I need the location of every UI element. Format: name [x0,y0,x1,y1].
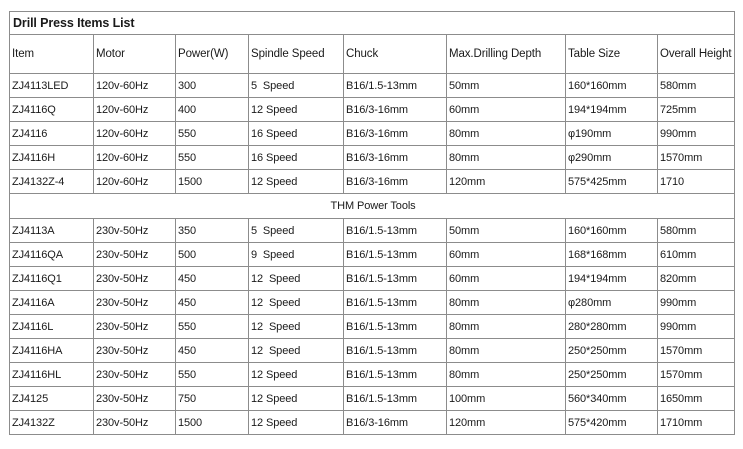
cell-motor: 120v-60Hz [94,98,176,122]
cell-motor: 230v-50Hz [94,243,176,267]
cell-motor: 120v-60Hz [94,146,176,170]
cell-item: ZJ4116H [10,146,94,170]
cell-chuck: B16/3-16mm [344,98,447,122]
cell-spindle-speed: 12 Speed [249,315,344,339]
cell-item: ZJ4132Z [10,411,94,435]
cell-overall-height: 1710mm [658,411,735,435]
cell-table-size: φ190mm [566,122,658,146]
header-spindle-speed: Spindle Speed [249,35,344,74]
cell-overall-height: 820mm [658,267,735,291]
cell-overall-height: 1570mm [658,339,735,363]
cell-overall-height: 610mm [658,243,735,267]
cell-power: 350 [176,219,249,243]
cell-table-size: 280*280mm [566,315,658,339]
table-row [10,122,735,146]
cell-motor: 120v-60Hz [94,170,176,194]
cell-max-drilling-depth: 60mm [447,267,566,291]
table-title: Drill Press Items List [10,12,735,35]
cell-power: 1500 [176,411,249,435]
cell-motor: 230v-50Hz [94,315,176,339]
cell-spindle-speed: 12 Speed [249,98,344,122]
header-power: Power(W) [176,35,249,74]
cell-chuck: B16/1.5-13mm [344,267,447,291]
cell-power: 550 [176,146,249,170]
cell-item: ZJ4116Q [10,98,94,122]
title-row [10,12,735,35]
cell-table-size: 194*194mm [566,267,658,291]
cell-chuck: B16/3-16mm [344,170,447,194]
cell-max-drilling-depth: 100mm [447,387,566,411]
cell-max-drilling-depth: 120mm [447,411,566,435]
header-overall-height: Overall Height [658,35,735,74]
cell-chuck: B16/3-16mm [344,411,447,435]
cell-power: 450 [176,267,249,291]
cell-spindle-speed: 5 Speed [249,74,344,98]
cell-motor: 120v-60Hz [94,122,176,146]
cell-item: ZJ4125 [10,387,94,411]
cell-chuck: B16/1.5-13mm [344,219,447,243]
cell-table-size: 194*194mm [566,98,658,122]
table-row [10,243,735,267]
cell-max-drilling-depth: 80mm [447,146,566,170]
cell-max-drilling-depth: 80mm [447,291,566,315]
table-row [10,363,735,387]
cell-power: 750 [176,387,249,411]
cell-chuck: B16/1.5-13mm [344,74,447,98]
cell-item: ZJ4116HL [10,363,94,387]
cell-spindle-speed: 12 Speed [249,291,344,315]
cell-motor: 230v-50Hz [94,267,176,291]
cell-overall-height: 1570mm [658,363,735,387]
cell-overall-height: 580mm [658,74,735,98]
cell-max-drilling-depth: 50mm [447,219,566,243]
table-row [10,98,735,122]
cell-chuck: B16/3-16mm [344,122,447,146]
cell-max-drilling-depth: 120mm [447,170,566,194]
cell-table-size: φ290mm [566,146,658,170]
cell-power: 450 [176,291,249,315]
cell-spindle-speed: 16 Speed [249,122,344,146]
cell-max-drilling-depth: 60mm [447,98,566,122]
cell-item: ZJ4116QA [10,243,94,267]
table-row [10,291,735,315]
table-row [10,219,735,243]
cell-item: ZJ4116L [10,315,94,339]
table-row [10,315,735,339]
cell-spindle-speed: 12 Speed [249,170,344,194]
table-row [10,267,735,291]
table-row [10,387,735,411]
cell-spindle-speed: 12 Speed [249,387,344,411]
cell-chuck: B16/1.5-13mm [344,339,447,363]
cell-power: 550 [176,363,249,387]
cell-max-drilling-depth: 80mm [447,315,566,339]
cell-overall-height: 725mm [658,98,735,122]
cell-motor: 120v-60Hz [94,74,176,98]
cell-power: 500 [176,243,249,267]
header-row [10,35,735,74]
cell-overall-height: 580mm [658,219,735,243]
cell-chuck: B16/3-16mm [344,146,447,170]
cell-motor: 230v-50Hz [94,387,176,411]
cell-max-drilling-depth: 60mm [447,243,566,267]
cell-power: 400 [176,98,249,122]
cell-spindle-speed: 12 Speed [249,411,344,435]
cell-spindle-speed: 16 Speed [249,146,344,170]
cell-item: ZJ4116Q1 [10,267,94,291]
cell-item: ZJ4113LED [10,74,94,98]
cell-table-size: 250*250mm [566,339,658,363]
cell-motor: 230v-50Hz [94,291,176,315]
cell-item: ZJ4116 [10,122,94,146]
cell-max-drilling-depth: 80mm [447,363,566,387]
cell-chuck: B16/1.5-13mm [344,387,447,411]
cell-motor: 230v-50Hz [94,411,176,435]
header-item: Item [10,35,94,74]
cell-power: 550 [176,122,249,146]
header-max-drilling-depth: Max.Drilling Depth [447,35,566,74]
cell-overall-height: 990mm [658,315,735,339]
section-label: THM Power Tools [10,194,735,219]
cell-power: 550 [176,315,249,339]
drill-press-table-container [9,11,734,435]
cell-power: 300 [176,74,249,98]
table-row [10,411,735,435]
cell-overall-height: 990mm [658,291,735,315]
cell-item: ZJ4116A [10,291,94,315]
cell-motor: 230v-50Hz [94,339,176,363]
drill-press-items-table [9,11,735,435]
header-table-size: Table Size [566,35,658,74]
cell-overall-height: 1570mm [658,146,735,170]
cell-table-size: 575*425mm [566,170,658,194]
cell-overall-height: 1650mm [658,387,735,411]
cell-item: ZJ4132Z-4 [10,170,94,194]
cell-item: ZJ4113A [10,219,94,243]
cell-table-size: φ280mm [566,291,658,315]
header-motor: Motor [94,35,176,74]
cell-max-drilling-depth: 80mm [447,339,566,363]
cell-motor: 230v-50Hz [94,363,176,387]
cell-max-drilling-depth: 80mm [447,122,566,146]
cell-table-size: 560*340mm [566,387,658,411]
table-row [10,146,735,170]
cell-chuck: B16/1.5-13mm [344,243,447,267]
cell-overall-height: 990mm [658,122,735,146]
cell-table-size: 250*250mm [566,363,658,387]
cell-spindle-speed: 12 Speed [249,339,344,363]
cell-overall-height: 1710 [658,170,735,194]
cell-max-drilling-depth: 50mm [447,74,566,98]
cell-chuck: B16/1.5-13mm [344,363,447,387]
cell-motor: 230v-50Hz [94,219,176,243]
cell-table-size: 168*168mm [566,243,658,267]
cell-chuck: B16/1.5-13mm [344,315,447,339]
table-row [10,339,735,363]
cell-table-size: 575*420mm [566,411,658,435]
cell-item: ZJ4116HA [10,339,94,363]
cell-spindle-speed: 5 Speed [249,219,344,243]
cell-table-size: 160*160mm [566,219,658,243]
cell-table-size: 160*160mm [566,74,658,98]
section-row [10,194,735,219]
cell-power: 1500 [176,170,249,194]
cell-spindle-speed: 12 Speed [249,267,344,291]
cell-spindle-speed: 9 Speed [249,243,344,267]
table-row [10,74,735,98]
table-row [10,170,735,194]
header-chuck: Chuck [344,35,447,74]
cell-chuck: B16/1.5-13mm [344,291,447,315]
cell-power: 450 [176,339,249,363]
cell-spindle-speed: 12 Speed [249,363,344,387]
